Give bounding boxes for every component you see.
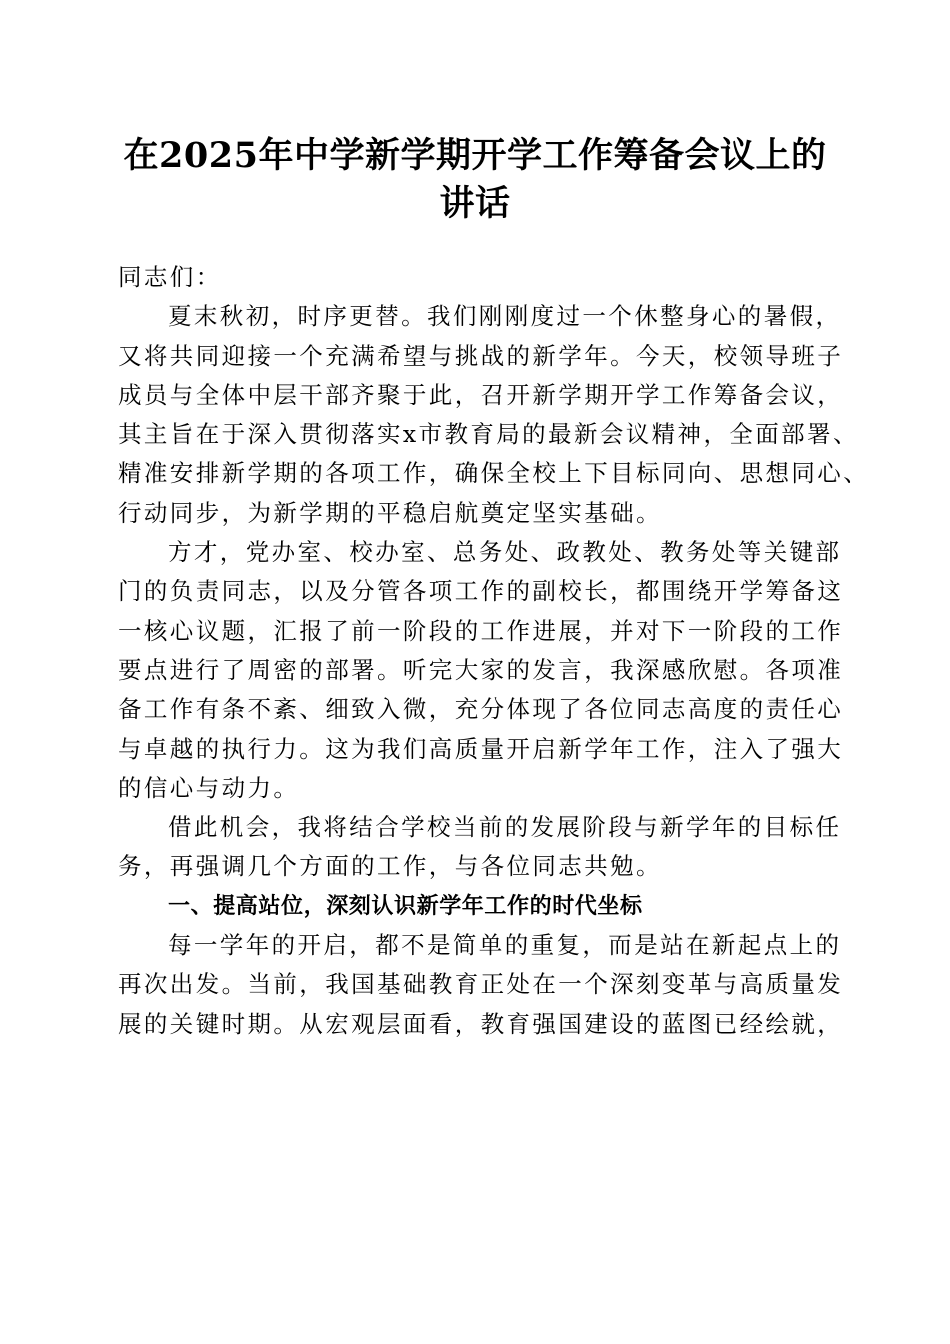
paragraph-line: 再次出发。当前，我国基础教育正处在一个深刻变革与高质量发	[118, 970, 844, 999]
paragraph-line: 备工作有条不紊、细致入微，充分体现了各位同志高度的责任心	[118, 695, 844, 724]
paragraph-line: 夏末秋初，时序更替。我们刚刚度过一个休整身心的暑假，	[168, 302, 842, 331]
document-body	[118, 258, 870, 1044]
paragraph-line: 与卓越的执行力。这为我们高质量开启新学年工作，注入了强大	[118, 734, 844, 763]
paragraph-line: 成员与全体中层干部齐聚于此，召开新学期开学工作筹备会议，	[118, 380, 844, 409]
paragraph-line: 精准安排新学期的各项工作，确保全校上下目标同向、思想同心、	[118, 459, 870, 488]
paragraph-line: 每一学年的开启，都不是简单的重复，而是站在新起点上的	[168, 931, 842, 960]
paragraph-line: 要点进行了周密的部署。听完大家的发言，我深感欣慰。各项准	[118, 655, 844, 684]
salutation: 同志们：	[118, 263, 222, 291]
paragraph-line: 借此机会，我将结合学校当前的发展阶段与新学年的目标任	[168, 813, 842, 842]
section-heading: 一、提高站位，深刻认识新学年工作的时代坐标	[168, 893, 643, 919]
paragraph-line: 门的负责同志，以及分管各项工作的副校长，都围绕开学筹备这	[118, 577, 844, 606]
paragraph-line: 其主旨在于深入贯彻落实x市教育局的最新会议精神，全面部署、	[118, 420, 859, 449]
paragraph-line: 又将共同迎接一个充满希望与挑战的新学年。今天，校领导班子	[118, 341, 844, 370]
document-title	[0, 132, 950, 228]
paragraph-line: 展的关键时期。从宏观层面看，教育强国建设的蓝图已经绘就，	[118, 1009, 844, 1038]
paragraph-line: 务，再强调几个方面的工作，与各位同志共勉。	[118, 852, 662, 881]
paragraph-line: 的信心与动力。	[118, 773, 300, 802]
paragraph-line: 行动同步，为新学期的平稳启航奠定坚实基础。	[118, 498, 662, 527]
paragraph-line: 方才，党办室、校办室、总务处、政教处、教务处等关键部	[168, 538, 842, 567]
paragraph-line: 一核心议题，汇报了前一阶段的工作进展，并对下一阶段的工作	[118, 616, 844, 645]
title-line-1: 在2025年中学新学期开学工作筹备会议上的	[123, 135, 827, 176]
title-line-2: 讲话	[439, 183, 511, 224]
